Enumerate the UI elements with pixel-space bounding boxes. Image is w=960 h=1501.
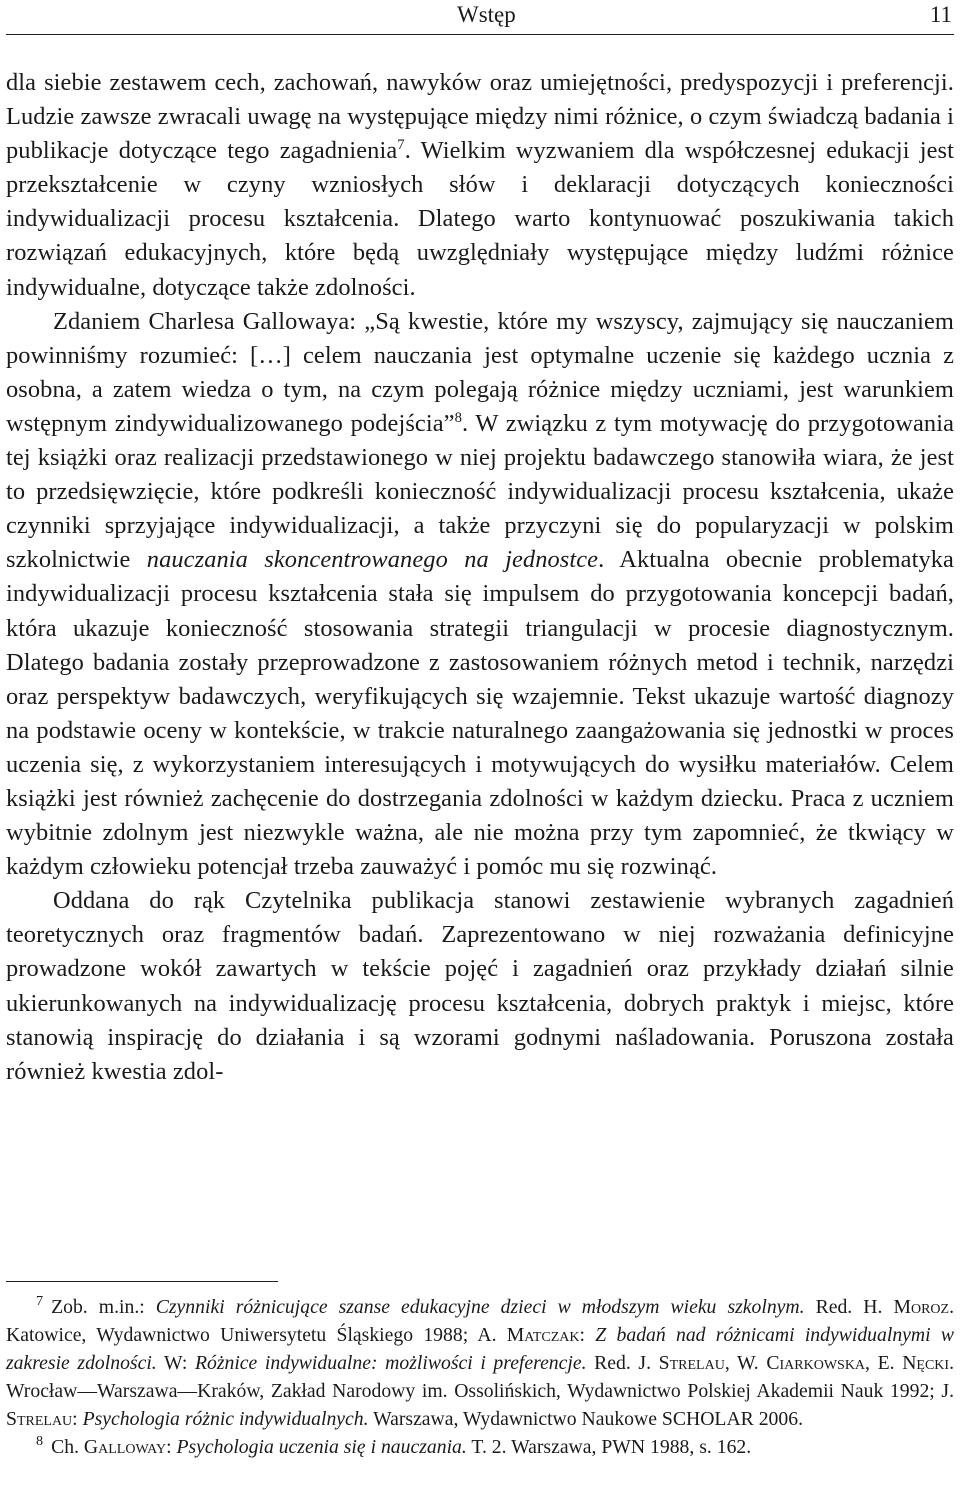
footnote-8-mark: 8 <box>36 1432 44 1449</box>
fn8-t3: T. 2. Warszawa, PWN 1988, s. 162. <box>466 1435 752 1458</box>
fn7-author-necki: Nęcki <box>902 1351 950 1374</box>
fn7-t9: . Wrocław—Warszawa—Kraków, Zakład Narodowy im. Ossolińskich, Wydawnictwo Polskiej Akademii Nauk 1992; J. <box>6 1351 954 1402</box>
fn7-t5: W: <box>156 1351 195 1374</box>
paragraph-2-italic: nauczania skoncentrowanego na jednostce <box>146 546 599 574</box>
footnote-7 <box>6 1294 954 1434</box>
fn7-t2: Red. H. <box>804 1296 894 1318</box>
fn7-i4: Psychologia różnic indywidualnych. <box>82 1407 369 1430</box>
paragraph-3: Oddana do rąk Czytelnika publikacja stanowi zestawienie wybranych zagadnień teoretycznych oraz fragmentów badań. Zaprezentowano w niej rozważania definicyjne prowadzone wokół zawartych w tekście pojęć i zagadnień oraz przykłady działań silnie ukierunkowanych na indywidualizację procesu kształcenia, dobrych praktyk i miejsc, które stanowią inspirację do działania i są wzorami godnymi naśladowania. Poruszona została również kwestia zdol- <box>6 887 954 1085</box>
fn8-i1: Psychologia uczenia się i nauczania. <box>176 1435 467 1458</box>
paragraph-2-text-b: . W związku z tym motywację do przygotowania tej książki oraz realizacji przedstawionego w niej projektu badawczego stanowiła wiara, że jest to przedsięwzięcie, które podkreśli konieczność indywidualizacji procesu kształcenia, ukaże czynniki sprzyjające indywidualizacji, a także przyczyni się do popularyzacji w polskim szkolnictwie <box>6 409 955 574</box>
fn8-t1: Ch. <box>51 1435 84 1458</box>
fn7-t8: , E. <box>865 1351 903 1374</box>
body-text <box>6 66 954 1089</box>
paragraph-1-text-b: . Wielkim wyzwaniem dla współczesnej edukacji jest przekształcenie w czyny wzniosłych słów i deklaracji dotyczących konieczności indywidualizacji procesu kształcenia. Dlatego warto kontynuować poszukiwania takich rozwiązań edukacyjnych, które będą uwzględniały występujące między ludźmi różnice indywidualne, dotyczące także zdolności. <box>6 137 955 301</box>
fn7-author-moroz: Moroz <box>893 1296 950 1318</box>
fn7-t7: , W. <box>724 1351 767 1374</box>
fn7-i3: Różnice indywidualne: możliwości i preferencje. <box>194 1351 587 1374</box>
fn7-author-strelau: Strelau <box>658 1351 725 1374</box>
paragraph-1 <box>6 66 954 305</box>
footnote-7-mark: 7 <box>36 1293 44 1310</box>
fn7-t6: Red. J. <box>586 1351 659 1374</box>
paragraph-2-text-a: Zdaniem Charlesa Gallowaya: „Są kwestie, które my wszyscy, zajmujący się nauczaniem powinniśmy rozumieć: […] celem nauczania jest optymalne uczenie się każdego ucznia z osobna, a zatem wiedza o tym, na czym polegają różnice między uczniami, jest warunkiem wstępnym zindywidualizowanego podejścia” <box>6 307 954 437</box>
page-number: 11 <box>929 2 952 27</box>
footnote-ref-7: 7 <box>397 137 405 154</box>
fn7-t11: Warszawa, Wydawnictwo Naukowe SCHOLAR 2006. <box>368 1407 804 1430</box>
footnote-8 <box>6 1434 954 1462</box>
paragraph-2 <box>6 305 954 885</box>
fn7-t4: : <box>579 1323 596 1346</box>
footnote-separator <box>6 1281 278 1282</box>
fn7-t10: : <box>72 1407 83 1430</box>
paragraph-2-text-c: . Aktualna obecnie problematyka indywidualizacji procesu kształcenia stała się impulsem do przygotowania koncepcji badań, która ukazuje konieczność stosowania strategii triangulacji w procesie diagnostycznym. Dlatego badania zostały przeprowadzone z zastosowaniem różnych metod i technik, narzędzi oraz perspektyw badawczych, weryfikujących się wzajemnie. Tekst ukazuje wartość diagnozy na podstawie oceny w kontekście, w trakcie naturalnego zaangażowania się jednostki w proces uczenia się, z wykorzystaniem interesujących i motywujących do wysiłku materiałów. Celem książki jest również zachęcenie do dostrzegania zdolności w każdym dziecku. Praca z uczniem wybitnie zdolnym jest niezwykle ważna, ale nie można przy tym zapomnieć, że tkwiący w każdym człowieku potencjał trzeba zauważyć i pomóc mu się rozwinąć. <box>6 546 954 881</box>
footnote-ref-8: 8 <box>454 409 462 426</box>
fn7-author-matczak: Matczak <box>506 1323 580 1346</box>
fn7-author-ciarkowska: Ciarkowska <box>766 1351 866 1374</box>
fn7-i1: Czynniki różnicujące szanse edukacyjne dzieci w młodszym wieku szkolnym. <box>155 1296 805 1318</box>
footnotes <box>6 1294 954 1461</box>
fn7-author-strelau-2: Strelau <box>6 1407 73 1430</box>
fn8-t2: : <box>166 1435 177 1458</box>
running-head-title: Wstęp <box>457 2 516 27</box>
fn7-t3: . Katowice, Wydawnictwo Uniwersytetu Śląskiego 1988; A. <box>6 1296 955 1346</box>
running-head <box>6 0 954 35</box>
fn8-author-galloway: Galloway <box>83 1435 167 1458</box>
fn7-i2: Z badań nad różnicami indywidualnymi w zakresie zdolności. <box>6 1323 954 1374</box>
fn7-t1: Zob. m.in.: <box>51 1296 156 1318</box>
paragraph-1-text-a: dla siebie zestawem cech, zachowań, nawyków oraz umiejętności, predyspozycji i preferencji. Ludzie zawsze zwracali uwagę na występujące między nimi różnice, o czym świadczą badania i publikacje dotyczące tego zagadnienia <box>6 69 954 165</box>
